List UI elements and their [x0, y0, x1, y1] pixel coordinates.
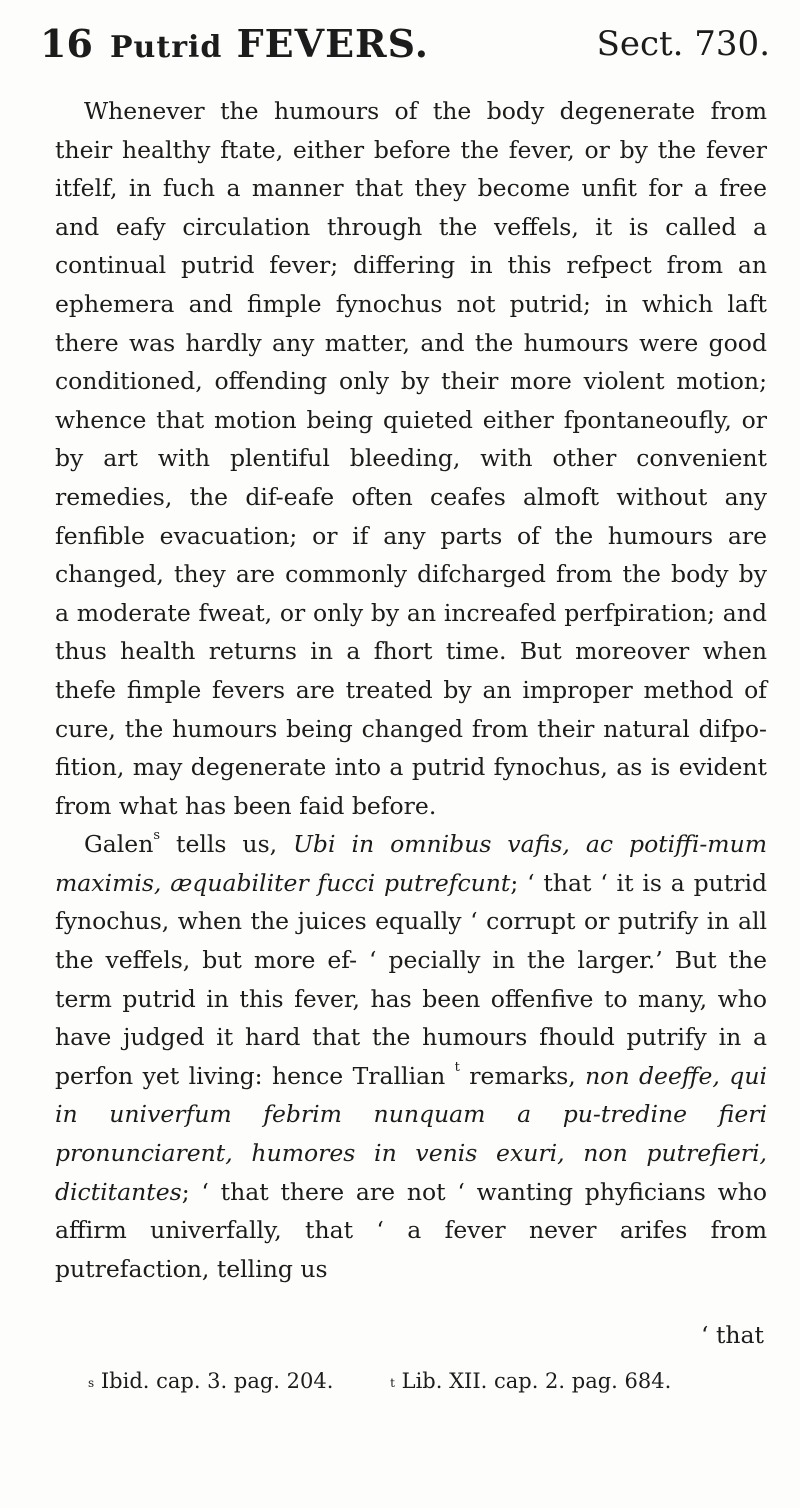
- paragraph-2-text-c: remarks,: [459, 1061, 586, 1090]
- paragraph-2-text-a: tells us,: [160, 830, 294, 859]
- page-header: [40, 14, 770, 74]
- running-title-small: Putrid: [110, 30, 223, 65]
- body-text: [55, 92, 767, 1288]
- latin-quote-1: Ubi in omnibus vafis, ac potiffi-mum maximis, æquabiliter fucci putrefcunt: [55, 830, 767, 897]
- footnote-t-mark: t: [390, 1376, 395, 1390]
- page-number: 16: [40, 21, 93, 66]
- paragraph-2: [55, 825, 767, 1288]
- footnote-mark-s: s: [153, 828, 161, 844]
- footnotes: [88, 1364, 778, 1398]
- paragraph-2-text-b: ; ‘ that ‘ it is a putrid fynochus, when the juices equally ‘ corrupt or putrify in all the veffels, but more ef- ‘ pecially in the larger.’ But the term putrid in this fever, has been offenfive to many, who have judged it hard that the humours fhould putrify in a perfon yet living: hence Trallian: [55, 868, 767, 1090]
- paragraph-1: Whenever the humours of the body degenerate from their healthy ftate, either before the fever, or by the fever itfelf, in fuch a manner that they become unfit for a free and eafy circulation through the veffels, it is called a continual putrid fever; differing in this refpect from an ephemera and fimple fynochus not putrid; in which laft there was hardly any matter, and the humours were good conditioned, offending only by their more violent motion; whence that motion being quieted either fpontaneoufly, or by art with plentiful bleeding, with other convenient remedies, the dif-eafe often ceafes almoft without any fenfible evacuation; or if any parts of the humours are changed, they are commonly difcharged from the body by a moderate fweat, or only by an increafed perfpiration; and thus health returns in a fhort time. But moreover when thefe fimple fevers are treated by an improper method of cure, the humours being changed from their natural difpo-fition, may degenerate into a putrid fynochus, as is evident from what has been faid before.: [55, 97, 767, 820]
- galen-name: Galen: [84, 830, 154, 859]
- footnote-t: [390, 1364, 671, 1398]
- latin-quote-2: non deeffe, qui in univerfum febrim nunquam a pu-tredine fieri pronunciarent, humores in venis exuri, non putrefieri, dictitantes: [55, 1061, 768, 1206]
- running-title-large: FEVERS.: [236, 21, 429, 66]
- footnote-s-mark: s: [88, 1376, 95, 1390]
- footnote-mark-t: t: [454, 1059, 460, 1075]
- footnote-t-text: Lib. XII. cap. 2. pag. 684.: [401, 1369, 672, 1393]
- section-number: Sect. 730.: [596, 24, 770, 64]
- footnote-s: [88, 1364, 333, 1398]
- footnote-s-text: Ibid. cap. 3. pag. 204.: [100, 1369, 334, 1393]
- running-title: [110, 14, 429, 78]
- catchword: ‘ that: [701, 1321, 764, 1349]
- paragraph-2-text-d: ; ‘ that there are not ‘ wanting phyficians who affirm univerfally, that ‘ a fever never arifes from putrefaction, telling us: [55, 1177, 767, 1283]
